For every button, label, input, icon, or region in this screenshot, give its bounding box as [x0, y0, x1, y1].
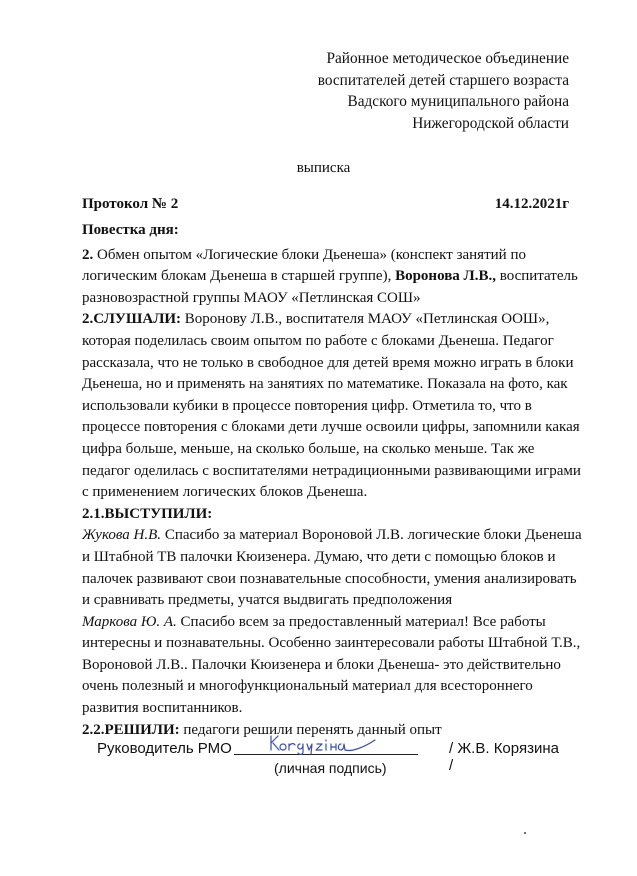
heard-section: [82, 309, 582, 503]
org-line-3: Вадского муниципального района: [347, 93, 569, 110]
decided-heading: 2.2.РЕШИЛИ:: [82, 721, 180, 738]
signatory-name: / Ж.В. Корязина /: [449, 740, 559, 774]
document-body: [82, 220, 582, 741]
agenda-item-number: 2.: [82, 246, 94, 263]
heard-text: Воронову Л.В., воспитателя МАОУ «Петлинская ООШ», которая поделилась своим опытом по работе с блоками Дьенеша. Педагог рассказала, что не только в свободное для детей время можно играть в блоки Дьенеша, но и применять на занятиях по математике. Показала на фото, как использовали кубики в процессе повторения цифр. Отметила то, что в процессе повторения с блоками дети лучше освоили цифры, запомнили какая цифра больше, меньше, на сколько больше, на сколько меньше. Так же педагог оделилась с воспитателями нетрадиционными развивающими играми с применением логических блоков Дьенеша.: [82, 311, 581, 501]
org-line-4: Нижегородской области: [412, 114, 569, 132]
signature-caption: (личная подпись): [274, 760, 387, 776]
spoke-text-1: Спасибо за материал Вороновой Л.В. логические блоки Дьенеша и Штабной ТВ палочки Кюизенера. Думаю, что дети с помощью блоков и палочек развивают свои познавательные способности, умения анализировать и сравнивать предметы, учатся выдвигать предположения: [82, 527, 582, 609]
agenda-speaker: Воронова Л.В.,: [395, 268, 496, 285]
handwritten-signature: [267, 726, 379, 756]
agenda-item-text: Обмен опытом «Логические блоки Дьенеша» (конспект занятий по логическим блокам Дьенеша в старшей группе),: [82, 246, 526, 285]
spoke-text-2: Спасибо всем за предоставленный материал! Все работы интересны и познавательны. Особенно заинтересовали работы Штабной Т.В., Вороновой Л.В.. Палочки Кюизенера и блоки Дьенеша- это действительно очень полезный и многофункциональный материал для всестороннего развития воспитанников.: [82, 613, 581, 717]
protocol-date: 14.12.2021г: [494, 196, 569, 212]
agenda-item: [82, 245, 582, 310]
agenda-title: Повестка дня:: [82, 222, 179, 238]
extract-label: выписка: [296, 160, 351, 176]
heard-heading: 2.СЛУШАЛИ:: [82, 311, 182, 328]
org-line-2: воспитателей детей старшего возраста: [317, 71, 569, 89]
spoke-item-2: [82, 612, 582, 720]
protocol-number: Протокол № 2: [82, 196, 179, 212]
signature-label: Руководитель РМО: [97, 740, 232, 757]
spoke-heading: 2.1.ВЫСТУПИЛИ:: [82, 505, 213, 522]
org-line-1: Районное методическое объединение: [326, 50, 569, 67]
spoke-item-1: [82, 525, 582, 611]
scan-speck: [524, 832, 526, 834]
spoke-speaker-2: Маркова Ю. А.: [82, 613, 177, 630]
decided-text: педагоги решили перенять данный опыт: [179, 721, 442, 738]
spoke-speaker-1: Жукова Н.В.: [82, 527, 162, 544]
agenda-speaker-role: воспитатель разновозрастной группы МАОУ «Петлинская СОШ»: [82, 268, 578, 306]
protocol-row: [82, 196, 569, 213]
organization-header: [318, 48, 569, 134]
